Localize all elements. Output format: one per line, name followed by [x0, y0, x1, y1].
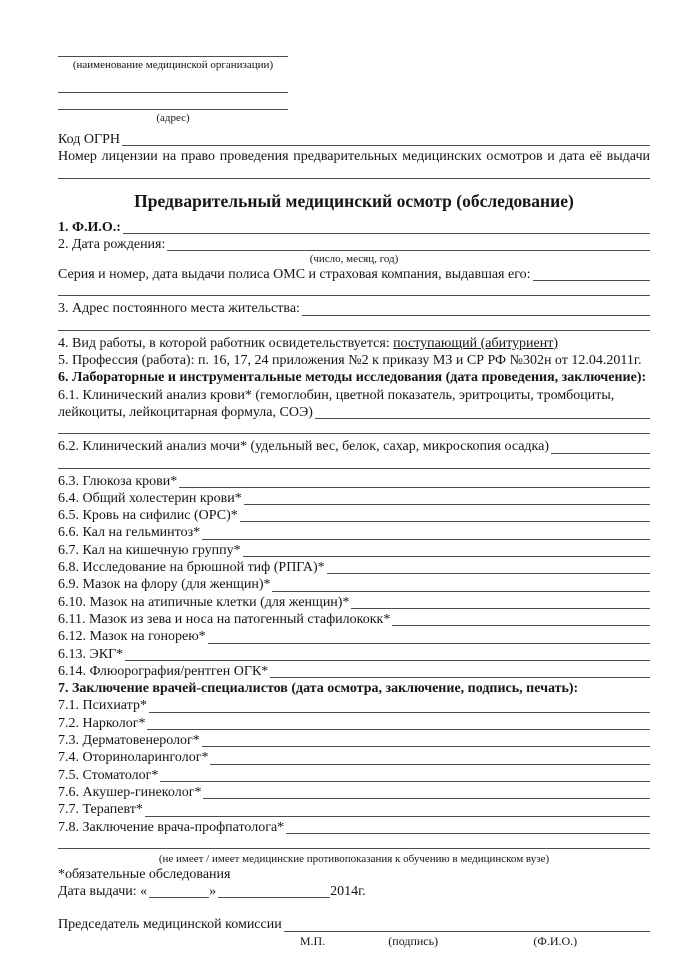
- form-field-row: [58, 611, 650, 628]
- birthdate-blank-line: [167, 250, 650, 251]
- org-name-blank-line: [58, 56, 288, 57]
- blank-line: [145, 816, 650, 817]
- form-field-row: [58, 749, 650, 766]
- blank-line: [179, 487, 650, 488]
- issue-day-blank-line: [149, 897, 209, 898]
- work-type-value: поступающий (абитуриент): [393, 335, 558, 351]
- field-label: 6.10. Мазок на атипичные клетки (для женщин)*: [58, 594, 350, 610]
- blood-test-blank-line: [315, 418, 650, 419]
- field-label: 6.8. Исследование на брюшной тиф (РПГА)*: [58, 560, 325, 576]
- blood-test-row: [58, 404, 650, 421]
- blank-line: [203, 798, 650, 799]
- field-label: 7.3. Дерматовенеролог*: [58, 733, 200, 749]
- chairman-row: [58, 916, 650, 933]
- policy-blank-line: [533, 280, 651, 281]
- policy-label: Серия и номер, дата выдачи полиса ОМС и страховая компания, выдавшая его:: [58, 267, 531, 283]
- org-blank-line-2: [58, 92, 288, 93]
- form-field-row: [58, 576, 650, 593]
- signature-captions-row: [58, 934, 650, 949]
- fio-blank-line: [123, 233, 650, 234]
- blank-line: [208, 643, 650, 644]
- issue-date-row: [58, 883, 650, 900]
- blank-line: [160, 781, 650, 782]
- blank-line: [351, 608, 650, 609]
- form-field-row: [58, 663, 650, 680]
- issue-year-label: 2014г.: [330, 884, 366, 900]
- policy-row: [58, 266, 650, 283]
- profession-row: 5. Профессия (работа): п. 16, 17, 24 приложения №2 к приказу МЗ и СР РФ №302н от 12.04.2011г.: [58, 353, 642, 369]
- form-field-row: [58, 784, 650, 801]
- form-field-row: [58, 473, 650, 490]
- form-field-row: [58, 490, 650, 507]
- issue-date-label: Дата выдачи: «: [58, 884, 148, 900]
- blood-test-label-line2: лейкоциты, лейкоцитарная формула, СОЭ): [58, 404, 313, 420]
- page-title: Предварительный медицинский осмотр (обследование): [134, 190, 574, 211]
- blank-line: [149, 712, 650, 713]
- urine-test-label: 6.2. Клинический анализ мочи* (удельный вес, белок, сахар, микроскопия осадка): [58, 439, 550, 455]
- work-type-label: 4. Вид работы, в которой работник освидетельствуется:: [58, 335, 390, 351]
- form-field-row: [58, 819, 650, 836]
- field-label: 7.1. Психиатр*: [58, 698, 147, 714]
- field-label: 6.5. Кровь на сифилис (ОРС)*: [58, 508, 238, 524]
- blank-line: [210, 764, 650, 765]
- field-label: 7.5. Стоматолог*: [58, 767, 159, 783]
- specialists-list: [58, 697, 650, 835]
- blank-line: [125, 660, 650, 661]
- form-field-row: [58, 542, 650, 559]
- ogrn-blank-line: [122, 145, 650, 146]
- section7-heading: 7. Заключение врачей-специалистов (дата осмотра, заключение, подпись, печать):: [58, 681, 579, 697]
- license-label: Номер лицензии на право проведения предварительных медицинских осмотров и дата её выдачи: [58, 149, 650, 165]
- blank-line: [270, 677, 650, 678]
- birthdate-caption: (число, месяц, год): [309, 253, 399, 266]
- field-label: 6.4. Общий холестерин крови*: [58, 490, 242, 506]
- form-field-row: [58, 524, 650, 541]
- org-name-caption: (наименование медицинской организации): [72, 59, 274, 71]
- mandatory-note: *обязательные обследования: [58, 866, 231, 882]
- form-field-row: [58, 801, 650, 818]
- form-field-row: [58, 697, 650, 714]
- lab-tests-list: [58, 473, 650, 681]
- conclusion-blank-line: [58, 848, 650, 849]
- residence-blank-line-2: [58, 330, 650, 331]
- signature-caption: (подпись): [388, 933, 439, 948]
- stamp-caption: М.П.: [299, 933, 326, 948]
- field-label: 6.7. Кал на кишечную группу*: [58, 542, 241, 558]
- blank-line: [243, 556, 650, 557]
- urine-test-blank-line-2: [58, 468, 650, 469]
- form-field-row: [58, 767, 650, 784]
- fio-row: [58, 219, 650, 236]
- blank-line: [392, 625, 650, 626]
- conclusion-caption: (не имеет / имеет медицинские противопоказания к обучению в медицинском вузе): [158, 852, 550, 865]
- field-label: 7.7. Терапевт*: [58, 802, 143, 818]
- field-label: 7.4. Оториноларинголог*: [58, 750, 209, 766]
- blank-line: [327, 573, 650, 574]
- birthdate-row: [58, 236, 650, 253]
- blank-line: [202, 539, 650, 540]
- policy-blank-line-2: [58, 295, 650, 296]
- chairman-blank-line: [284, 931, 650, 932]
- form-field-row: [58, 559, 650, 576]
- address-caption: (адрес): [156, 112, 190, 124]
- field-label: 6.6. Кал на гельминтоз*: [58, 525, 201, 541]
- ogrn-row: [58, 131, 650, 148]
- field-label: 6.11. Мазок из зева и носа на патогенный стафилококк*: [58, 611, 391, 627]
- work-type-row: [58, 335, 650, 352]
- birthdate-label: 2. Дата рождения:: [58, 236, 166, 252]
- issue-date-quote-close: »: [209, 884, 217, 900]
- field-label: 6.12. Мазок на гонорею*: [58, 629, 206, 645]
- residence-blank-line: [302, 315, 650, 316]
- residence-label: 3. Адрес постоянного места жительства:: [58, 301, 300, 317]
- form-field-row: [58, 628, 650, 645]
- form-field-row: [58, 732, 650, 749]
- urine-test-row: [58, 438, 650, 455]
- field-label: 6.9. Мазок на флору (для женщин)*: [58, 577, 271, 593]
- section6-heading: 6. Лабораторные и инструментальные методы исследования (дата проведения, заключение):: [58, 370, 647, 386]
- issue-month-blank-line: [218, 897, 330, 898]
- field-label: 6.14. Флюорография/рентген ОГК*: [58, 663, 269, 679]
- fio-caption: (Ф.И.О.): [533, 933, 578, 948]
- field-label: 7.8. Заключение врача-профпатолога*: [58, 819, 285, 835]
- field-label: 6.13. ЭКГ*: [58, 646, 124, 662]
- blood-test-label-line1: 6.1. Клинический анализ крови* (гемоглобин, цветной показатель, эритроциты, тромбоциты,: [58, 387, 615, 403]
- blank-line: [272, 591, 650, 592]
- address-blank-line: [58, 109, 288, 110]
- urine-test-blank-line: [551, 453, 650, 454]
- form-field-row: [58, 507, 650, 524]
- blood-test-blank-line-2: [58, 433, 650, 434]
- field-label: 6.3. Глюкоза крови*: [58, 473, 178, 489]
- form-field-row: [58, 715, 650, 732]
- address-row: [58, 300, 650, 317]
- blank-line: [147, 729, 650, 730]
- form-field-row: [58, 646, 650, 663]
- blank-line: [244, 504, 650, 505]
- blank-line: [286, 833, 650, 834]
- field-label: 7.2. Нарколог*: [58, 715, 146, 731]
- ogrn-label: Код ОГРН: [58, 132, 120, 147]
- fio-label: 1. Ф.И.О.:: [58, 219, 121, 235]
- chairman-label: Председатель медицинской комиссии: [58, 917, 282, 933]
- blank-line: [202, 746, 650, 747]
- license-blank-line: [58, 178, 650, 179]
- blank-line: [240, 521, 650, 522]
- form-field-row: [58, 594, 650, 611]
- field-label: 7.6. Акушер-гинеколог*: [58, 784, 202, 800]
